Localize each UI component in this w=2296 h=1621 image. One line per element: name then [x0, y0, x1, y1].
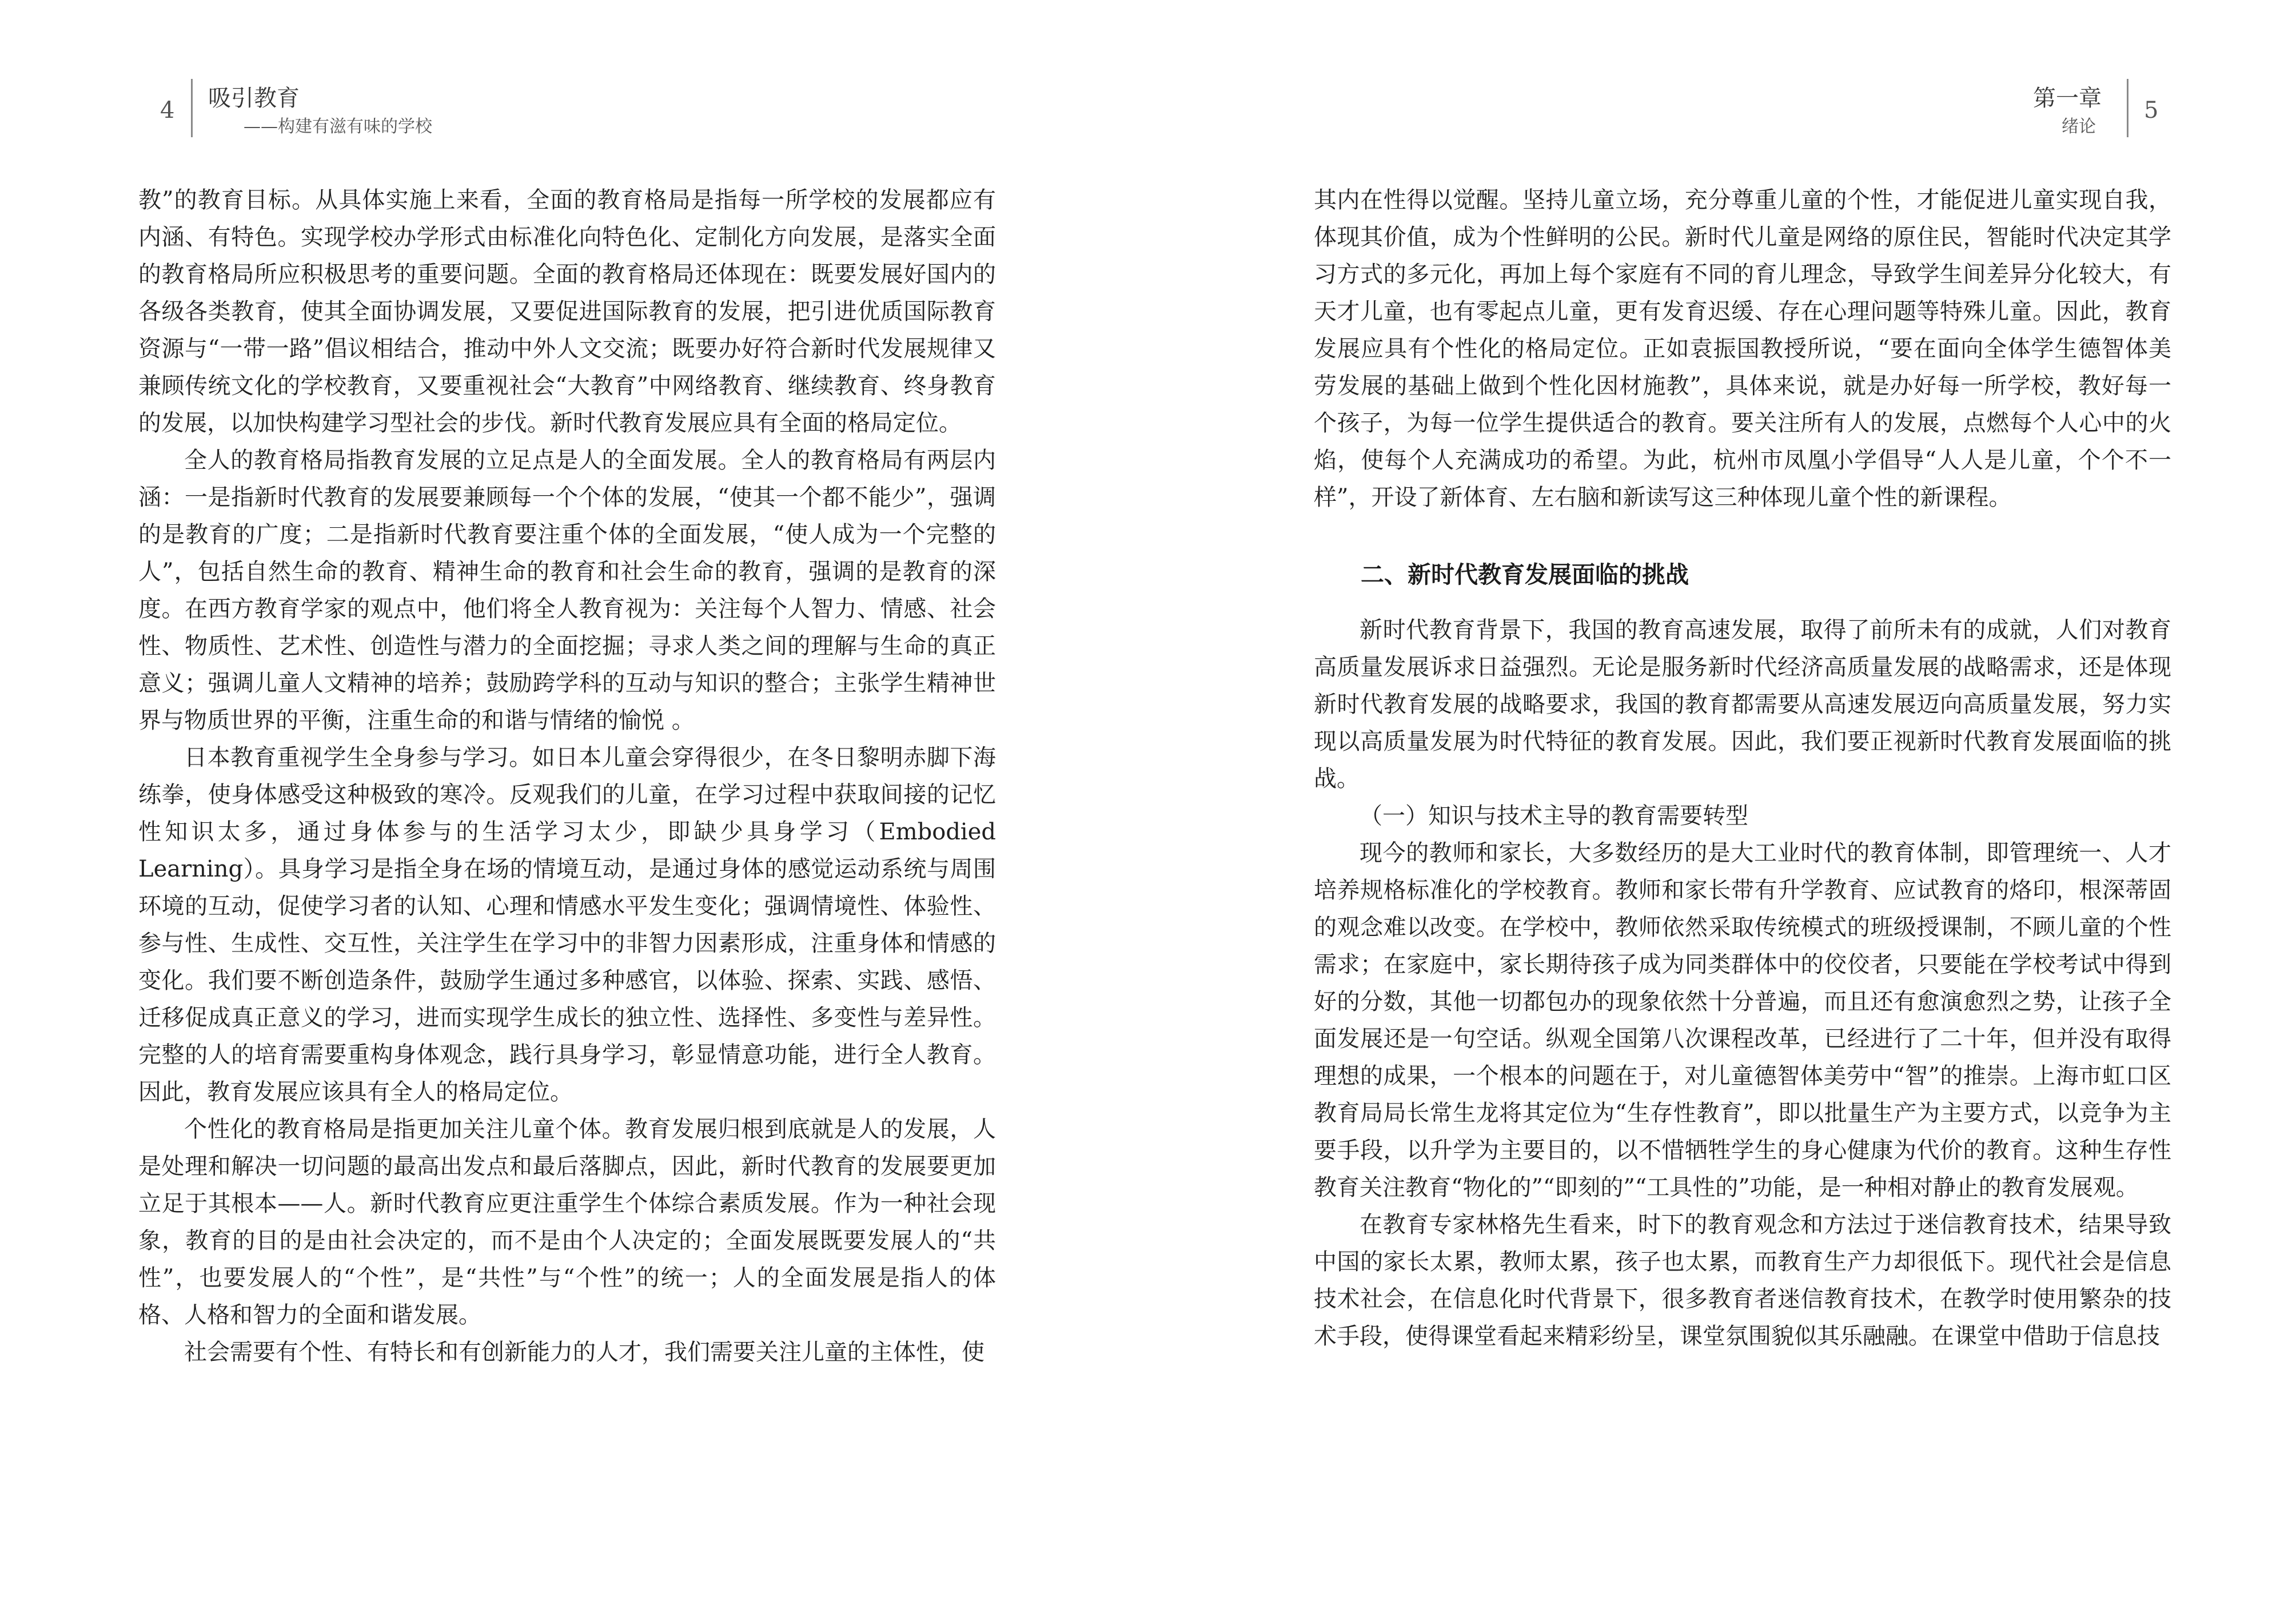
page-number: 4: [160, 97, 175, 124]
paragraph: 新时代教育背景下，我国的教育高速发展，取得了前所未有的成就，人们对教育高质量发展诉求日益强烈。无论是服务新时代经济高质量发展的战略需求，还是体现新时代教育发展的战略要求，我国的教育都需要从高速发展迈向高质量发展，努力实现以高质量发展为时代特征的教育发展。因此，我们要正视新时代教育发展面临的挑战。: [1314, 617, 2171, 792]
header-divider: [191, 79, 193, 137]
chapter-title: 第一章: [2033, 85, 2102, 111]
paragraph: 全人的教育格局指教育发展的立足点是人的全面发展。全人的教育格局有两层内涵：一是指新时代教育的发展要兼顾每一个个体的发展，“使其一个都不能少”，强调的是教育的广度；二是指新时代教育要注重个体的全面发展，“使人成为一个完整的人”，包括自然生命的教育、精神生命的教育和社会生命的教育，强调的是教育的深度。在西方教育学家的观点中，他们将全人教育视为：关注每个人智力、情感、社会性、物质性、艺术性、创造性与潜力的全面挖掘；寻求人类之间的理解与生命的真正意义；强调儿童人文精神的培养；鼓励跨学科的互动与知识的整合；主张学生精神世界与物质世界的平衡，注重生命的和谐与情绪的愉悦 。: [138, 447, 996, 734]
section-heading: 二、新时代教育发展面临的挑战: [1361, 561, 1689, 588]
paragraph: 社会需要有个性、有特长和有创新能力的人才，我们需要关注儿童的主体性，使: [184, 1339, 984, 1365]
book-title: 吸引教育: [208, 85, 300, 111]
paragraph: 现今的教师和家长，大多数经历的是大工业时代的教育体制，即管理统一、人才培养规格标准化的学校教育。教师和家长带有升学教育、应试教育的烙印，根深蒂固的观念难以改变。在学校中，教师依然采取传统模式的班级授课制，不顾儿童的个性需求；在家庭中，家长期待孩子成为同类群体中的佼佼者，只要能在学校考试中得到好的分数，其他一切都包办的现象依然十分普遍，而且还有愈演愈烈之势，让孩子全面发展还是一句空话。纵观全国第八次课程改革，已经进行了二十年，但并没有取得理想的成果，一个根本的问题在于，对儿童德智体美劳中“智”的推崇。上海市虹口区教育局局长常生龙将其定位为“生存性教育”，即以批量生产为主要方式，以竞争为主要手段，以升学为主要目的，以不惜牺牲学生的身心健康为代价的教育。这种生存性教育关注教育“物化的”“即刻的”“工具性的”功能，是一种相对静止的教育发展观。: [1314, 840, 2171, 1201]
chapter-subtitle: 绪论: [2062, 117, 2096, 137]
header-divider: [2127, 79, 2128, 137]
paragraph: 日本教育重视学生全身参与学习。如日本儿童会穿得很少，在冬日黎明赤脚下海练拳，使身体感受这种极致的寒冷。反观我们的儿童，在学习过程中获取间接的记忆性知识太多，通过身体参与的生活学习太少，即缺少具身学习（Embodied Learning）。具身学习是指全身在场的情境互动，是通过身体的感觉运动系统与周围环境的互动，促使学习者的认知、心理和情感水平发生变化；强调情境性、体验性、参与性、生成性、交互性，关注学生在学习中的非智力因素形成，注重身体和情感的变化。我们要不断创造条件，鼓励学生通过多种感官，以体验、探索、实践、感悟、迁移促成真正意义的学习，进而实现学生成长的独立性、选择性、多变性与差异性。完整的人的培育需要重构身体观念，践行具身学习，彰显情意功能，进行全人教育。因此，教育发展应该具有全人的格局定位。: [138, 744, 996, 1105]
paragraph: 个性化的教育格局是指更加关注儿童个体。教育发展归根到底就是人的发展，人是处理和解决一切问题的最高出发点和最后落脚点，因此，新时代教育的发展要更加立足于其根本——人。新时代教育应更注重学生个体综合素质发展。作为一种社会现象，教育的目的是由社会决定的，而不是由个人决定的；全面发展既要发展人的“共性”，也要发展人的“个性”，是“共性”与“个性”的统一；人的全面发展是指人的体格、人格和智力的全面和谐发展。: [138, 1116, 996, 1328]
subsection-heading: （一）知识与技术主导的教育需要转型: [1360, 803, 1748, 829]
right-page: [1148, 0, 2296, 1621]
paragraph: 在教育专家林格先生看来，时下的教育观念和方法过于迷信教育技术，结果导致中国的家长太累，教师太累，孩子也太累，而教育生产力却很低下。现代社会是信息技术社会，在信息化时代背景下，很多教育者迷信教育技术，在教学时使用繁杂的技术手段，使得课堂看起来精彩纷呈，课堂氛围貌似其乐融融。在课堂中借助于信息技: [1314, 1212, 2171, 1349]
page-number: 5: [2144, 97, 2159, 124]
paragraph: 其内在性得以觉醒。坚持儿童立场，充分尊重儿童的个性，才能促进儿童实现自我，体现其价值，成为个性鲜明的公民。新时代儿童是网络的原住民，智能时代决定其学习方式的多元化，再加上每个家庭有不同的育儿理念，导致学生间差异分化较大，有天才儿童，也有零起点儿童，更有发育迟缓、存在心理问题等特殊儿童。因此，教育发展应具有个性化的格局定位。正如袁振国教授所说，“要在面向全体学生德智体美劳发展的基础上做到个性化因材施教”，具体来说，就是办好每一所学校，教好每一个孩子，为每一位学生提供适合的教育。要关注所有人的发展，点燃每个人心中的火焰，使每个人充满成功的希望。为此，杭州市凤凰小学倡导“人人是儿童，个个不一样”，开设了新体育、左右脑和新读写这三种体现儿童个性的新课程。: [1314, 187, 2171, 511]
book-subtitle: ——构建有滋有味的学校: [244, 117, 432, 137]
right-body-text: [1314, 182, 2171, 1355]
paragraph: 教”的教育目标。从具体实施上来看，全面的教育格局是指每一所学校的发展都应有内涵、有特色。实现学校办学形式由标准化向特色化、定制化方向发展，是落实全面的教育格局所应积极思考的重要问题。全面的教育格局还体现在：既要发展好国内的各级各类教育，使其全面协调发展，又要促进国际教育的发展，把引进优质国际教育资源与“一带一路”倡议相结合，推动中外人文交流；既要办好符合新时代发展规律又兼顾传统文化的学校教育，又要重视社会“大教育”中网络教育、继续教育、终身教育的发展，以加快构建学习型社会的步伐。新时代教育发展应具有全面的格局定位。: [138, 187, 996, 436]
left-body-text: [138, 182, 996, 1371]
